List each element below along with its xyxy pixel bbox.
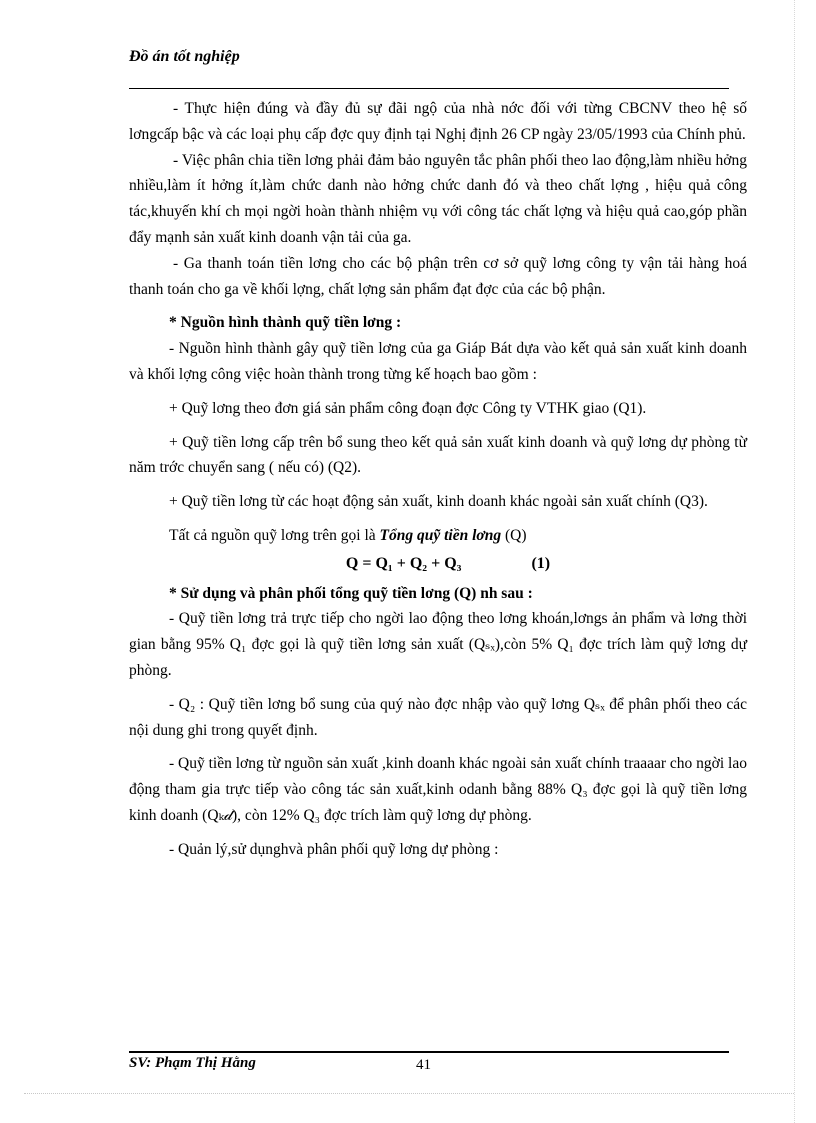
paragraph-policy: - Thực hiện đúng và đầy đủ sự đãi ngộ của nhà nớc đối với từng CBCNV theo hệ số lơngcấp bậc và các loại phụ cấp đợc quy định tại Nghị định 26 CP ngày 23/05/1993 của Chính phủ.	[129, 100, 747, 143]
paragraph-station-payment: - Ga thanh toán tiền lơng cho các bộ phận trên cơ sở quỹ lơng công ty vận tải hàng hoá thanh toán cho ga về khối lợng, chất lợng sản phẩm đạt đợc của các bộ phận.	[129, 254, 747, 298]
section-heading-fund-sources: * Nguồn hình thành quỹ tiền lơng :	[169, 314, 402, 332]
formula-number: (1)	[531, 554, 551, 572]
list-item-q2: + Quỹ tiền lơng cấp trên bổ sung theo kết quả sản xuất kinh doanh và quỹ lơng dự phòng từ năm trớc chuyển sang ( nếu có) (Q2).	[129, 433, 747, 477]
paragraph-fund-sources: - Nguồn hình thành gây quỹ tiền lơng của ga Giáp Bát dựa vào kết quả sản xuất kinh doanh và khối lợng công việc hoàn thành trong từng kế hoạch bao gồm :	[129, 340, 747, 383]
list-item-q3: + Quỹ tiền lơng từ các hoạt động sản xuất, kinh doanh khác ngoài sản xuất chính (Q3).	[169, 493, 708, 511]
paragraph-total-fund	[129, 523, 747, 549]
header-rule	[129, 88, 729, 89]
page-body	[129, 96, 747, 863]
list-item-q1: + Quỹ lơng theo đơn giá sản phẩm công đoạn đợc Công ty VTHK giao (Q1).	[169, 399, 647, 417]
page-bottom-border	[24, 1093, 794, 1094]
paragraph-q2-supplement: - Q₂ : Quỹ tiền lơng bổ sung của quý nào đợc nhập vào quỹ lơng Qₛₓ để phân phối theo các nội dung ghi trong quyết định.	[129, 695, 747, 739]
section-heading-fund-usage: * Sử dụng và phân phối tổng quỹ tiền lơng (Q) nh sau :	[169, 584, 533, 602]
total-fund-prefix: Tất cả nguồn quỹ lơng trên gọi là	[169, 526, 380, 544]
page-number: 41	[416, 1057, 431, 1073]
page-right-border	[794, 0, 795, 1123]
footer-rule	[129, 1051, 729, 1053]
paragraph-business-fund: - Quỹ tiền lơng từ nguồn sản xuất ,kinh doanh khác ngoài sản xuất chính traaaar cho ngời lao động tham gia trực tiếp vào công tác sản xuất,kinh odanh bằng 88% Q₃ đợc gọi là quỹ tiền lơng kinh doanh (Qₖ𝒹), còn 12% Q₃ đợc trích làm quỹ lơng dự phòng.	[129, 755, 747, 824]
total-fund-term: Tổng quỹ tiền lơng	[379, 526, 502, 544]
document-header-title: Đồ án tốt nghiệp	[129, 48, 240, 65]
footer-author: SV: Phạm Thị Hằng	[129, 1055, 256, 1071]
paragraph-production-fund: - Quỹ tiền lơng trả trực tiếp cho ngời lao động theo lơng khoán,lơngs ản phẩm và lơng thời gian bằng 95% Q₁ đợc gọi là quỹ tiền lơng sản xuất (Qₛₓ),còn 5% Q₁ đợc trích làm quỹ lơng dự phòng.	[129, 610, 747, 679]
paragraph-distribution-principle: - Việc phân chia tiền lơng phải đảm bảo nguyên tắc phân phối theo lao động,làm nhiều hởng nhiều,làm ít hởng ít,làm chức danh nào hởng chức danh đó và theo chất lợng , hiệu quả công tác,khuyến khí ch mọi ngời hoàn thành nhiệm vụ với công tác chất lợng và hiệu quả cao,góp phần đẩy mạnh sản xuất kinh doanh vận tải của ga.	[129, 151, 747, 246]
formula	[129, 551, 747, 577]
formula-expression: Q = Q₁ + Q₂ + Q₃	[345, 554, 462, 572]
paragraph-reserve-fund: - Quản lý,sử dụnghvà phân phối quỹ lơng dự phòng :	[169, 840, 499, 858]
total-fund-suffix: (Q)	[501, 526, 527, 544]
